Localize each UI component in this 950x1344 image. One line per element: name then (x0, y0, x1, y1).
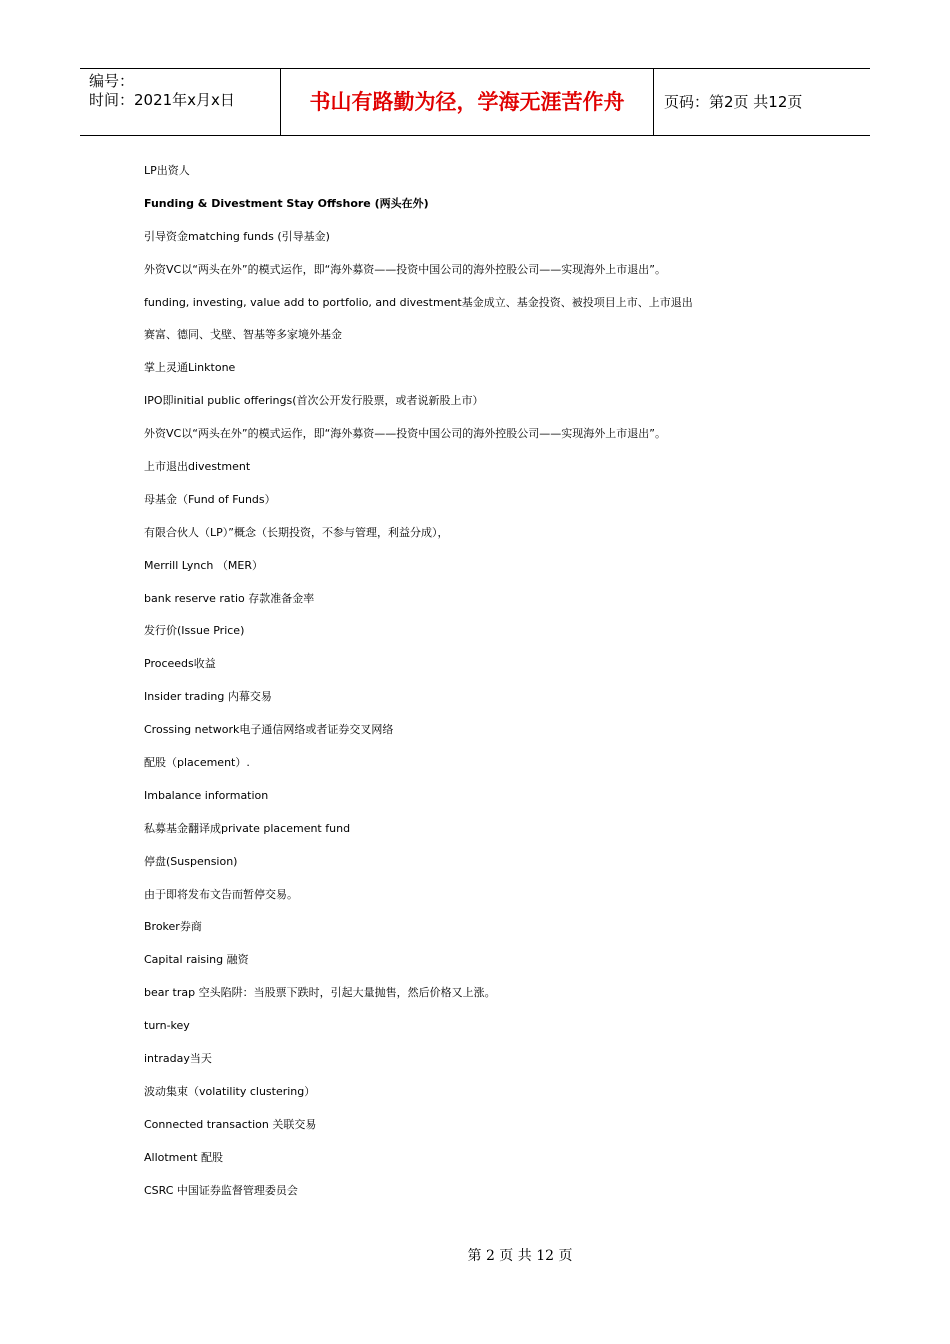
text-line: Allotment 配股 (144, 1150, 223, 1164)
text-line: turn-key (144, 1019, 190, 1033)
text-line: Funding & Divestment Stay Offshore (两头在外) (144, 196, 429, 210)
text-line: Merrill Lynch （MER） (144, 558, 263, 572)
text-line: 上市退出divestment (144, 460, 251, 474)
text-line: Capital raising 融资 (144, 953, 249, 967)
text-line: 母基金（Fund of Funds） (144, 492, 276, 506)
text-line: funding, investing, value add to portfolio, and divestment基金成立、基金投资、被投项目上市、上市退出 (144, 295, 693, 309)
text-line: bear trap 空头陷阱：当股票下跌时，引起大量抛售，然后价格又上涨。 (144, 986, 496, 1000)
text-line: 掌上灵通Linktone (144, 361, 236, 375)
text-line: LP出资人 (144, 164, 190, 177)
document-date-label: 时间：2021年x月x日 (89, 91, 235, 109)
document-body (144, 160, 864, 1213)
text-line: bank reserve ratio 存款准备金率 (144, 591, 315, 605)
text-line: 引导资金matching funds (引导基金) (144, 229, 330, 243)
text-line: Imbalance information (144, 788, 269, 802)
text-line: 外资VC以“两头在外”的模式运作，即“海外募资——投资中国公司的海外控股公司——实现海外上市退出”。 (144, 262, 666, 276)
header-meta (80, 69, 281, 135)
text-line: 波动集束（volatility clustering） (144, 1084, 316, 1098)
text-line: 外资VC以“两头在外”的模式运作，即“海外募资——投资中国公司的海外控股公司——实现海外上市退出”。 (144, 427, 666, 441)
text-line: Insider trading 内幕交易 (144, 690, 272, 704)
text-line: 发行价(Issue Price) (144, 624, 245, 638)
text-line: Connected transaction 关联交易 (144, 1117, 317, 1131)
header-motto: 书山有路勤为径，学海无涯苦作舟 (281, 69, 654, 135)
page-footer: 第 2 页 共 12 页 (467, 1248, 573, 1264)
text-line: 赛富、德同、戈壁、智基等多家境外基金 (144, 328, 342, 342)
document-number-label: 编号： (89, 72, 135, 90)
page-header (80, 68, 870, 136)
text-line: 配股（placement）. (144, 756, 250, 770)
text-line: 私募基金翻译成private placement fund (144, 821, 351, 835)
text-line: intraday当天 (144, 1052, 212, 1066)
text-line: 由于即将发布文告而暂停交易。 (144, 887, 298, 901)
text-line: Broker券商 (144, 920, 202, 934)
text-line: Proceeds收益 (144, 657, 216, 671)
text-line: IPO即initial public offerings(首次公开发行股票，或者说新股上市） (144, 394, 484, 408)
text-line: 停盘(Suspension) (144, 854, 238, 868)
text-line: Crossing network电子通信网络或者证券交叉网络 (144, 723, 394, 737)
text-line: CSRC 中国证券监督管理委员会 (144, 1183, 298, 1197)
text-line: 有限合伙人（LP）”概念（长期投资，不参与管理，利益分成）， (144, 525, 449, 539)
header-page-number: 页码：第2页 共12页 (664, 93, 803, 111)
